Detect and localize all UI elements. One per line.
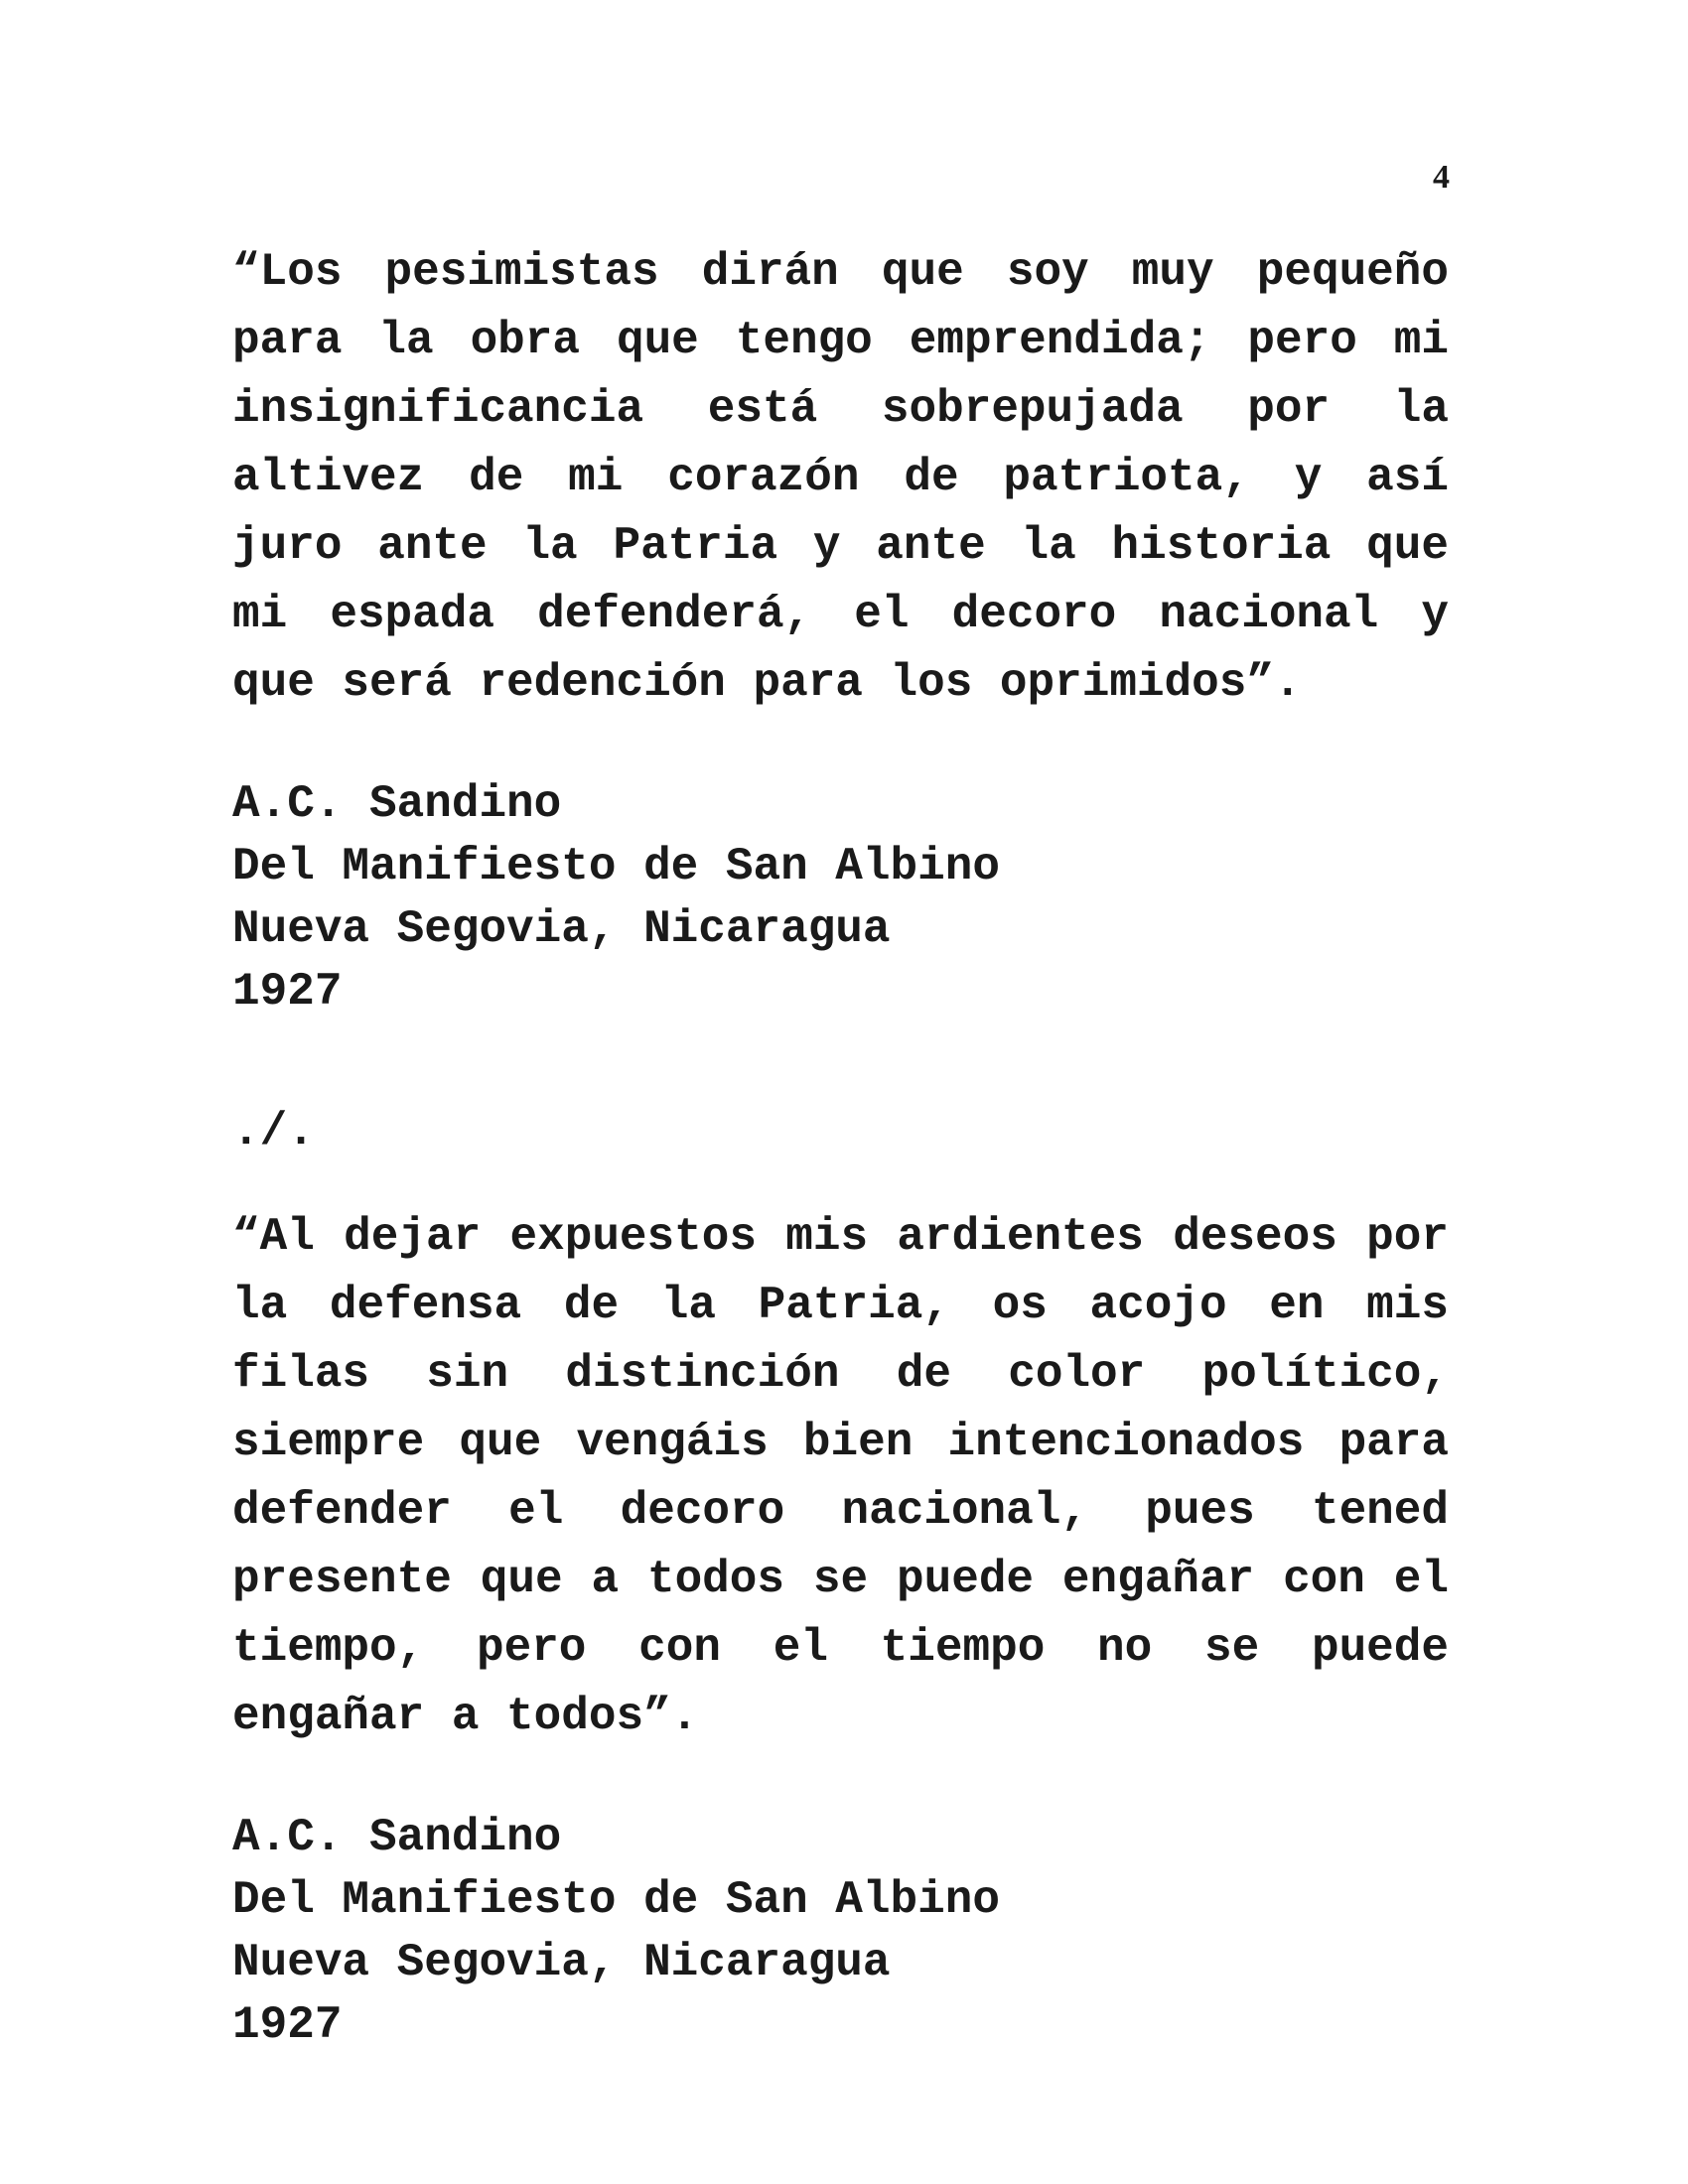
section-separator: ./. xyxy=(232,1106,315,1158)
page-number: 4 xyxy=(1433,159,1450,196)
attribution-source: Del Manifiesto de San Albino xyxy=(232,1874,1000,1926)
attribution-source: Del Manifiesto de San Albino xyxy=(232,841,1000,892)
attribution-place: Nueva Segovia, Nicaragua xyxy=(232,1937,891,1988)
attribution-place: Nueva Segovia, Nicaragua xyxy=(232,903,891,955)
quote-attribution xyxy=(232,1807,1449,2057)
quote-paragraph: “Los pesimistas dirán que soy muy pequeño para la obra que tengo emprendida; pero mi insignificancia está sobrepujada por la altivez de mi corazón de patriota, y así juro ante la Patria y ante la historia que mi espada defenderá, el decoro nacional y que será redención para los oprimidos”. xyxy=(232,246,1449,709)
attribution-year: 1927 xyxy=(232,966,343,1018)
quote-paragraph: “Al dejar expuestos mis ardientes deseos por la defensa de la Patria, os acojo en mis filas sin distinción de color político, siempre que vengáis bien intencionados para defender el decoro nacional, pues tened presente que a todos se puede engañar con el tiempo, pero con el tiempo no se puede engañar a todos”. xyxy=(232,1211,1449,1742)
quote-attribution xyxy=(232,773,1449,1024)
page-content xyxy=(232,238,1449,2057)
attribution-author: A.C. Sandino xyxy=(232,778,562,830)
attribution-author: A.C. Sandino xyxy=(232,1812,562,1863)
attribution-year: 1927 xyxy=(232,1999,343,2051)
